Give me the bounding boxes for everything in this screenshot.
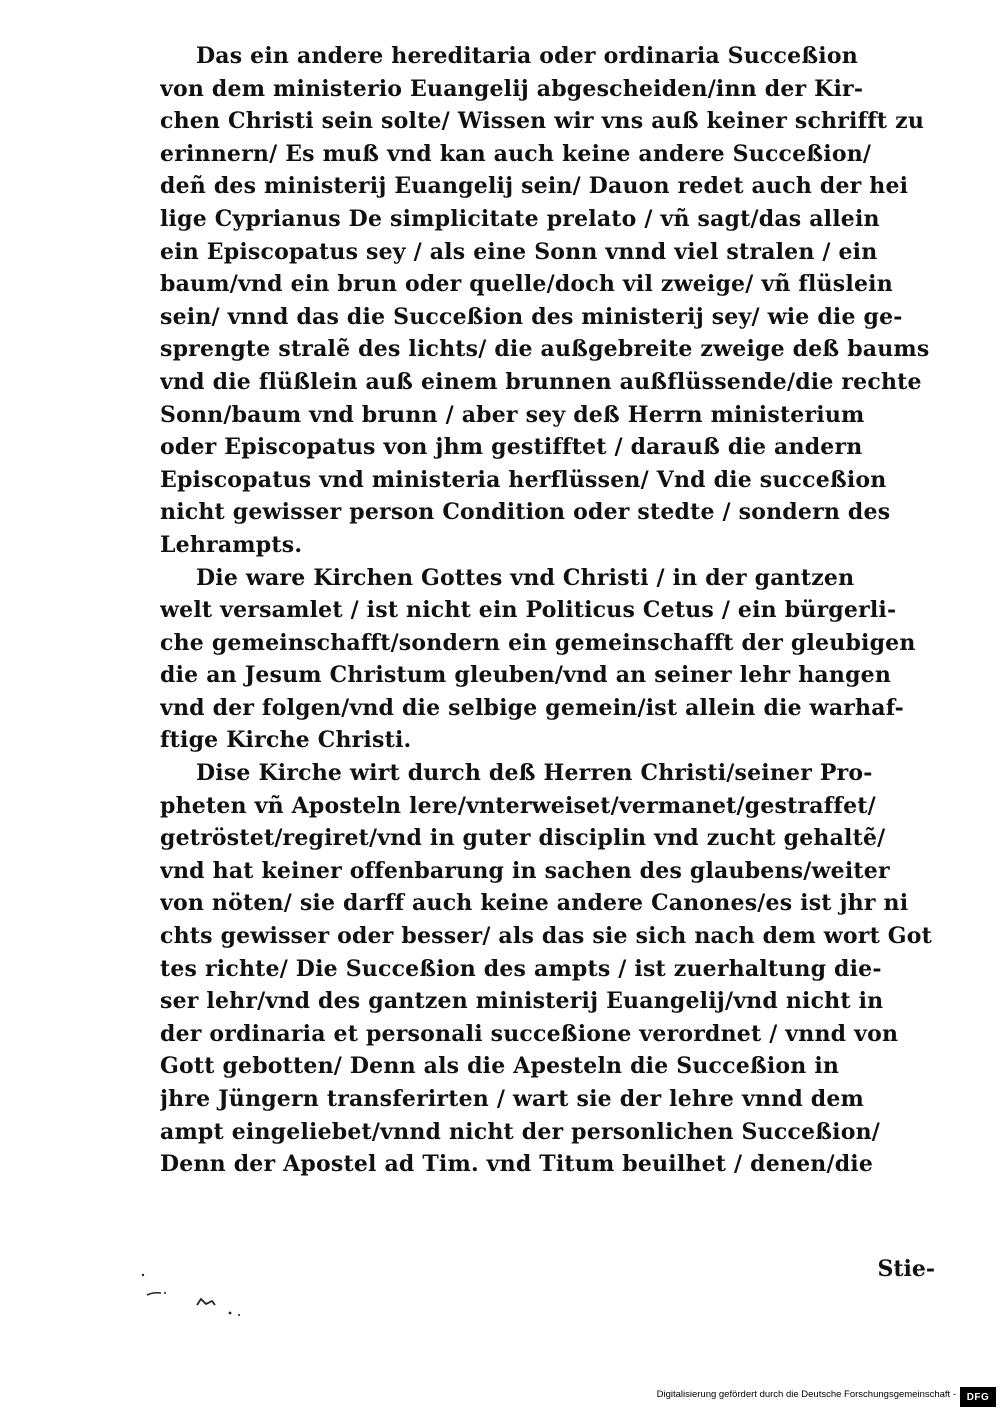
text-line: lige Cyprianus De simplicitate prelato / vñ sagt/das allein	[160, 205, 880, 232]
text-line: erinnern/ Es muß vnd kan auch keine andere Succeßion/	[160, 140, 872, 167]
text-line: Dise Kirche wirt durch deß Herren Christi/seiner Pro-	[196, 760, 873, 787]
text-line: getröstet/regiret/vnd in guter disciplin vnd zucht gehaltẽ/	[160, 825, 886, 852]
catchword: Stie-	[877, 1256, 935, 1282]
text-line: che gemeinschafft/sondern ein gemeinschafft der gleubigen	[160, 629, 916, 656]
body-text	[160, 40, 940, 1181]
text-line: Die ware Kirchen Gottes vnd Christi / in der gantzen	[196, 564, 855, 591]
text-line: deñ des ministerij Euangelij sein/ Dauon redet auch der hei	[160, 173, 909, 200]
text-line: ampt eingeliebet/vnnd nicht der personlichen Succeßion/	[160, 1118, 880, 1145]
text-line: nicht gewisser person Condition oder stedte / sondern des	[160, 499, 891, 526]
footer-credit: Digitalisierung gefördert durch die Deutsche Forschungsgemeinschaft -	[656, 1389, 956, 1400]
text-line: ser lehr/vnd des gantzen ministerij Euangelij/vnd nicht in	[160, 988, 884, 1015]
text-line: ein Episcopatus sey / als eine Sonn vnnd viel stralen / ein	[160, 238, 878, 265]
text-line: Denn der Apostel ad Tim. vnd Titum beuilhet / denen/die	[160, 1151, 874, 1178]
text-line: jhre Jüngern transferirten / wart sie der lehre vnnd dem	[160, 1086, 865, 1112]
text-line: Episcopatus vnd ministeria herflüssen/ Vnd die succeßion	[160, 466, 887, 493]
text-line: sprengte stralẽ des lichts/ die außgebreite zweige deß baums	[160, 336, 930, 363]
text-line: Gott gebotten/ Denn als die Apesteln die Succeßion in	[160, 1053, 840, 1080]
text-line: baum/vnd ein brun oder quelle/doch vil zweige/ vñ flüslein	[160, 271, 893, 298]
text-line: oder Episcopatus von jhm gestifftet / darauß die andern	[160, 434, 863, 461]
scan-specks	[135, 1265, 265, 1325]
text-line: sein/ vnnd das die Succeßion des ministerij sey/ wie die ge-	[160, 303, 903, 330]
text-line: Das ein andere hereditaria oder ordinaria Succeßion	[196, 43, 858, 69]
text-line: vnd hat keiner offenbarung in sachen des glaubens/weiter	[160, 857, 890, 884]
text-line: chen Christi sein solte/ Wissen wir vns auß keiner schrifft zu	[160, 108, 925, 135]
text-line: Lehrampts.	[160, 531, 303, 558]
digitization-footer	[0, 1386, 1000, 1409]
text-line: vnd der folgen/vnd die selbige gemein/ist allein die warhaf-	[160, 694, 904, 721]
text-line: von dem ministerio Euangelij abgescheiden/inn der Kir-	[160, 75, 864, 102]
text-line: der ordinaria et personali succeßione verordnet / vnnd von	[160, 1020, 899, 1047]
text-line: die an Jesum Christum gleuben/vnd an seiner lehr hangen	[160, 662, 892, 689]
text-line: chts gewisser oder besser/ als das sie sich nach dem wort Got	[160, 923, 933, 950]
text-line: vnd die flüßlein auß einem brunnen außflüssende/die rechte	[160, 368, 922, 395]
text-line: von nöten/ sie darff auch keine andere Canones/es ist jhr ni	[160, 890, 909, 917]
text-line: ftige Kirche Christi.	[160, 727, 412, 754]
text-line: Sonn/baum vnd brunn / aber sey deß Herrn ministerium	[160, 401, 865, 428]
dfg-logo: DFG	[960, 1387, 996, 1407]
text-line: pheten vñ Aposteln lere/vnterweiset/vermanet/gestraffet/	[160, 792, 876, 819]
text-line: tes richte/ Die Succeßion des ampts / ist zuerhaltung die-	[160, 955, 882, 982]
text-line: welt versamlet / ist nicht ein Politicus Cetus / ein bürgerli-	[160, 597, 897, 624]
